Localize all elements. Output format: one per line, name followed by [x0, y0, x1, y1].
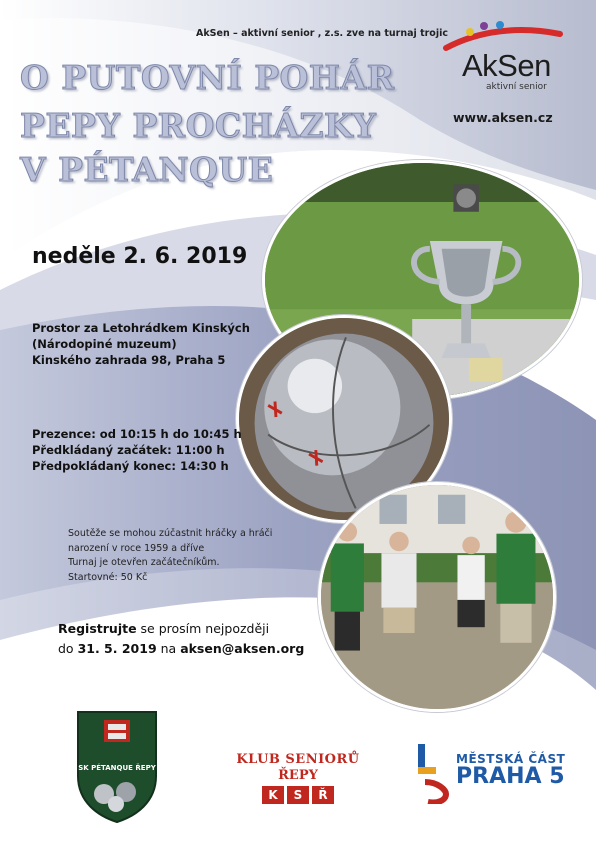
info-line-1: Soutěže se mohou zúčastnit hráčky a hráči [68, 528, 273, 539]
time-start: Předkládaný začátek: 11:00 h [32, 443, 225, 457]
event-times [32, 426, 242, 474]
time-registration: Prezence: od 10:15 h do 10:45 h [32, 427, 242, 441]
info-line-2: narození v roce 1959 a dříve [68, 542, 205, 554]
title-line-1: O PUTOVNÍ POHÁR [20, 58, 395, 97]
praha5-logo [416, 742, 566, 812]
sk-name-text: SK PÉTANQUE ŘEPY [78, 764, 156, 772]
klub-senioru-logo [232, 752, 364, 816]
klub-letter-s: S [287, 786, 309, 804]
title-line-2: PEPY PROCHÁZKY [20, 106, 377, 145]
registration-text [58, 619, 304, 659]
venue-line-1: Prostor za Letohrádkem Kinských [32, 321, 250, 335]
registration-bold: Registrujte [58, 621, 137, 636]
info-line-3: Turnaj je otevřen začátečníkům. [68, 557, 220, 568]
event-venue [32, 320, 250, 368]
logo-subtitle: aktivní senior [486, 82, 547, 92]
registration-mid: na [156, 641, 181, 656]
klub-letters [232, 786, 364, 804]
time-end: Předpokládaný konec: 14:30 h [32, 459, 229, 473]
klub-line-2: ŘEPY [278, 768, 318, 783]
info-line-4: Startovné: 50 Kč [68, 571, 148, 583]
registration-rest: se prosím nejpozději [136, 621, 270, 636]
logo-brand-text: AkSen [462, 48, 551, 83]
registration-email[interactable]: aksen@aksen.org [180, 641, 305, 656]
registration-prefix: do [58, 641, 78, 656]
players-photo [318, 482, 556, 712]
praha5-line-1: MĚSTSKÁ ČÁST [456, 752, 566, 766]
klub-line-1: KLUB SENIORŮ [236, 752, 360, 767]
event-date: neděle 2. 6. 2019 [32, 244, 248, 269]
invitation-text: AkSen – aktivní senior , z.s. zve na turnaj trojic [196, 28, 448, 39]
website-link[interactable]: www.aksen.cz [453, 110, 553, 125]
event-info [68, 527, 272, 585]
venue-line-3: Kinského zahrada 98, Praha 5 [32, 353, 226, 367]
sk-petanque-shield-icon [74, 706, 160, 824]
venue-line-2: (Národopiné muzeum) [32, 337, 177, 351]
klub-letter-r: Ř [312, 786, 334, 804]
klub-letter-k: K [262, 786, 284, 804]
aksen-logo [440, 18, 580, 98]
registration-deadline: 31. 5. 2019 [77, 641, 157, 656]
praha5-mark-icon [416, 742, 450, 804]
title-line-3: V PÉTANQUE [20, 150, 274, 189]
praha5-line-2: PRAHA 5 [456, 764, 565, 789]
